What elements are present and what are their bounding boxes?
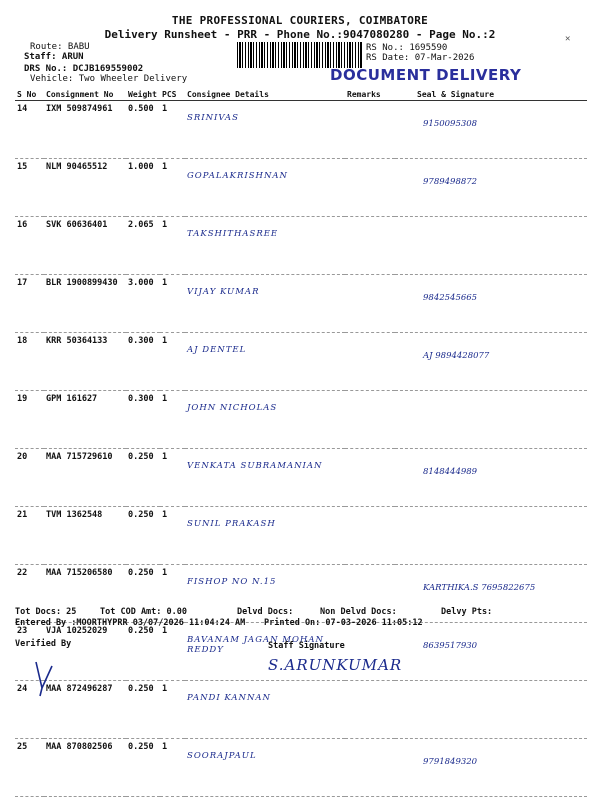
staff-handwritten-signature: S.ARUNKUMAR	[268, 656, 403, 674]
row-consignment-no: MAA 870802506	[44, 739, 126, 797]
runsheet-table	[15, 89, 587, 797]
entered-by: Entered By :MOORTHYPRR 03/07/2026 11:04:24 AM	[15, 618, 246, 628]
total-cod-amount: Tot COD Amt: 0.00	[100, 607, 187, 617]
row-signature	[395, 681, 587, 739]
row-weight: 0.250	[126, 739, 160, 797]
row-consignment-no: GPM 161627	[44, 391, 126, 449]
route-label: Route: BABU	[30, 42, 90, 52]
row-sno: 19	[15, 391, 44, 449]
row-consignment-no: TVM 1362548	[44, 507, 126, 565]
row-sno: 18	[15, 333, 44, 391]
row-remarks	[345, 275, 395, 333]
row-signature: 9791849320	[395, 739, 587, 797]
row-sno: 25	[15, 739, 44, 797]
total-docs: Tot Docs: 25	[15, 607, 77, 617]
row-consignee-name: VENKATA SUBRAMANIAN	[185, 449, 345, 507]
table-row	[15, 217, 587, 275]
row-weight: 2.065	[126, 217, 160, 275]
row-weight: 0.250	[126, 565, 160, 623]
row-pcs: 1	[160, 623, 185, 681]
row-consignee-name: GOPALAKRISHNAN	[185, 159, 345, 217]
col-sno: S No	[15, 89, 44, 101]
company-title: THE PROFESSIONAL COURIERS, COIMBATORE	[171, 14, 429, 27]
printed-on: Printed On: 07-03-2026 11:05:12	[264, 618, 423, 628]
row-sno: 23	[15, 623, 44, 681]
corner-mark-icon: ✕	[565, 34, 571, 44]
row-signature	[395, 507, 587, 565]
row-pcs: 1	[160, 449, 185, 507]
row-consignee-name: PANDI KANNAN	[185, 681, 345, 739]
row-consignee-name: SUNIL PRAKASH	[185, 507, 345, 565]
row-signature: 9150095308	[395, 101, 587, 159]
row-weight: 0.300	[126, 391, 160, 449]
row-consignee-name: BAVANAM JAGAN MOHAN REDDY	[185, 623, 345, 681]
row-pcs: 1	[160, 217, 185, 275]
table-header-row	[15, 89, 587, 101]
document-delivery-stamp: DOCUMENT DELIVERY	[330, 66, 522, 84]
drs-number: DRS No.: DCJB169559002	[24, 64, 144, 74]
row-weight: 0.300	[126, 333, 160, 391]
row-remarks	[345, 739, 395, 797]
row-consignment-no: MAA 715729610	[44, 449, 126, 507]
delivery-points: Delvy Pts:	[441, 607, 493, 617]
row-remarks	[345, 101, 395, 159]
row-pcs: 1	[160, 565, 185, 623]
row-consignment-no: KRR 50364133	[44, 333, 126, 391]
col-weight: Weight	[126, 89, 160, 101]
row-consignment-no: IXM 509874961	[44, 101, 126, 159]
row-remarks	[345, 681, 395, 739]
col-consignment: Consignment No	[44, 89, 126, 101]
row-signature: 8639517930	[395, 623, 587, 681]
row-consignment-no: SVK 60636401	[44, 217, 126, 275]
row-weight: 0.250	[126, 449, 160, 507]
table-row	[15, 681, 587, 739]
table-row	[15, 507, 587, 565]
row-consignment-no: BLR 1900899430	[44, 275, 126, 333]
row-consignee-name: FISHOP NO N.15	[185, 565, 345, 623]
row-pcs: 1	[160, 275, 185, 333]
row-weight: 3.000	[126, 275, 160, 333]
row-pcs: 1	[160, 101, 185, 159]
row-weight: 0.500	[126, 101, 160, 159]
row-consignment-no: MAA 715206580	[44, 565, 126, 623]
row-pcs: 1	[160, 333, 185, 391]
row-signature: 8148444989	[395, 449, 587, 507]
table-row	[15, 391, 587, 449]
row-remarks	[345, 333, 395, 391]
row-signature	[395, 391, 587, 449]
row-consignment-no: VJA 10252029	[44, 623, 126, 681]
col-consignee: Consignee Details	[185, 89, 345, 101]
row-signature: 9842545665	[395, 275, 587, 333]
row-remarks	[345, 449, 395, 507]
row-weight: 1.000	[126, 159, 160, 217]
row-consignee-name: SOORAJPAUL	[185, 739, 345, 797]
col-seal-signature: Seal & Signature	[395, 89, 587, 101]
table-row	[15, 275, 587, 333]
row-pcs: 1	[160, 739, 185, 797]
verified-by-label: Verified By	[15, 639, 72, 649]
row-weight: 0.250	[126, 681, 160, 739]
table-row	[15, 739, 587, 797]
row-pcs: 1	[160, 391, 185, 449]
verified-signature-mark	[30, 658, 60, 698]
row-sno: 15	[15, 159, 44, 217]
non-delivered-docs: Non Delvd Docs:	[320, 607, 397, 617]
row-sno: 20	[15, 449, 44, 507]
row-consignment-no: MAA 872496287	[44, 681, 126, 739]
vehicle-label: Vehicle: Two Wheeler Delivery	[30, 74, 188, 84]
barcode-image	[237, 42, 363, 68]
col-remarks: Remarks	[345, 89, 395, 101]
row-sno: 17	[15, 275, 44, 333]
row-remarks	[345, 507, 395, 565]
row-consignment-no: NLM 90465512	[44, 159, 126, 217]
row-pcs: 1	[160, 507, 185, 565]
row-weight: 0.250	[126, 507, 160, 565]
row-weight: 0.250	[126, 623, 160, 681]
row-consignee-name: TAKSHITHASREE	[185, 217, 345, 275]
row-consignee-name: SRINIVAS	[185, 101, 345, 159]
row-signature	[395, 217, 587, 275]
runsheet-subtitle: Delivery Runsheet - PRR - Phone No.:9047080280 - Page No.:2	[104, 28, 496, 41]
rs-date: RS Date: 07-Mar-2026	[366, 53, 475, 63]
row-signature: 9789498872	[395, 159, 587, 217]
staff-label: Staff: ARUN	[24, 52, 84, 62]
row-sno: 22	[15, 565, 44, 623]
row-sno: 16	[15, 217, 44, 275]
row-sno: 21	[15, 507, 44, 565]
staff-signature-label: Staff Signature	[268, 641, 345, 651]
col-pcs: PCS	[160, 89, 185, 101]
delivered-docs: Delvd Docs:	[237, 607, 294, 617]
row-consignee-name: VIJAY KUMAR	[185, 275, 345, 333]
table-row	[15, 449, 587, 507]
table-row	[15, 333, 587, 391]
rs-number: RS No.: 1695590	[366, 43, 448, 53]
row-sno: 14	[15, 101, 44, 159]
row-signature: AJ 9894428077	[395, 333, 587, 391]
row-consignee-name: AJ DENTEL	[185, 333, 345, 391]
table-row	[15, 101, 587, 159]
row-pcs: 1	[160, 681, 185, 739]
table-row	[15, 159, 587, 217]
row-sno: 24	[15, 681, 44, 739]
row-remarks	[345, 159, 395, 217]
row-signature: KARTHIKA.S 7695822675	[395, 565, 587, 623]
row-consignee-name: JOHN NICHOLAS	[185, 391, 345, 449]
row-remarks	[345, 217, 395, 275]
row-remarks	[345, 391, 395, 449]
row-pcs: 1	[160, 159, 185, 217]
